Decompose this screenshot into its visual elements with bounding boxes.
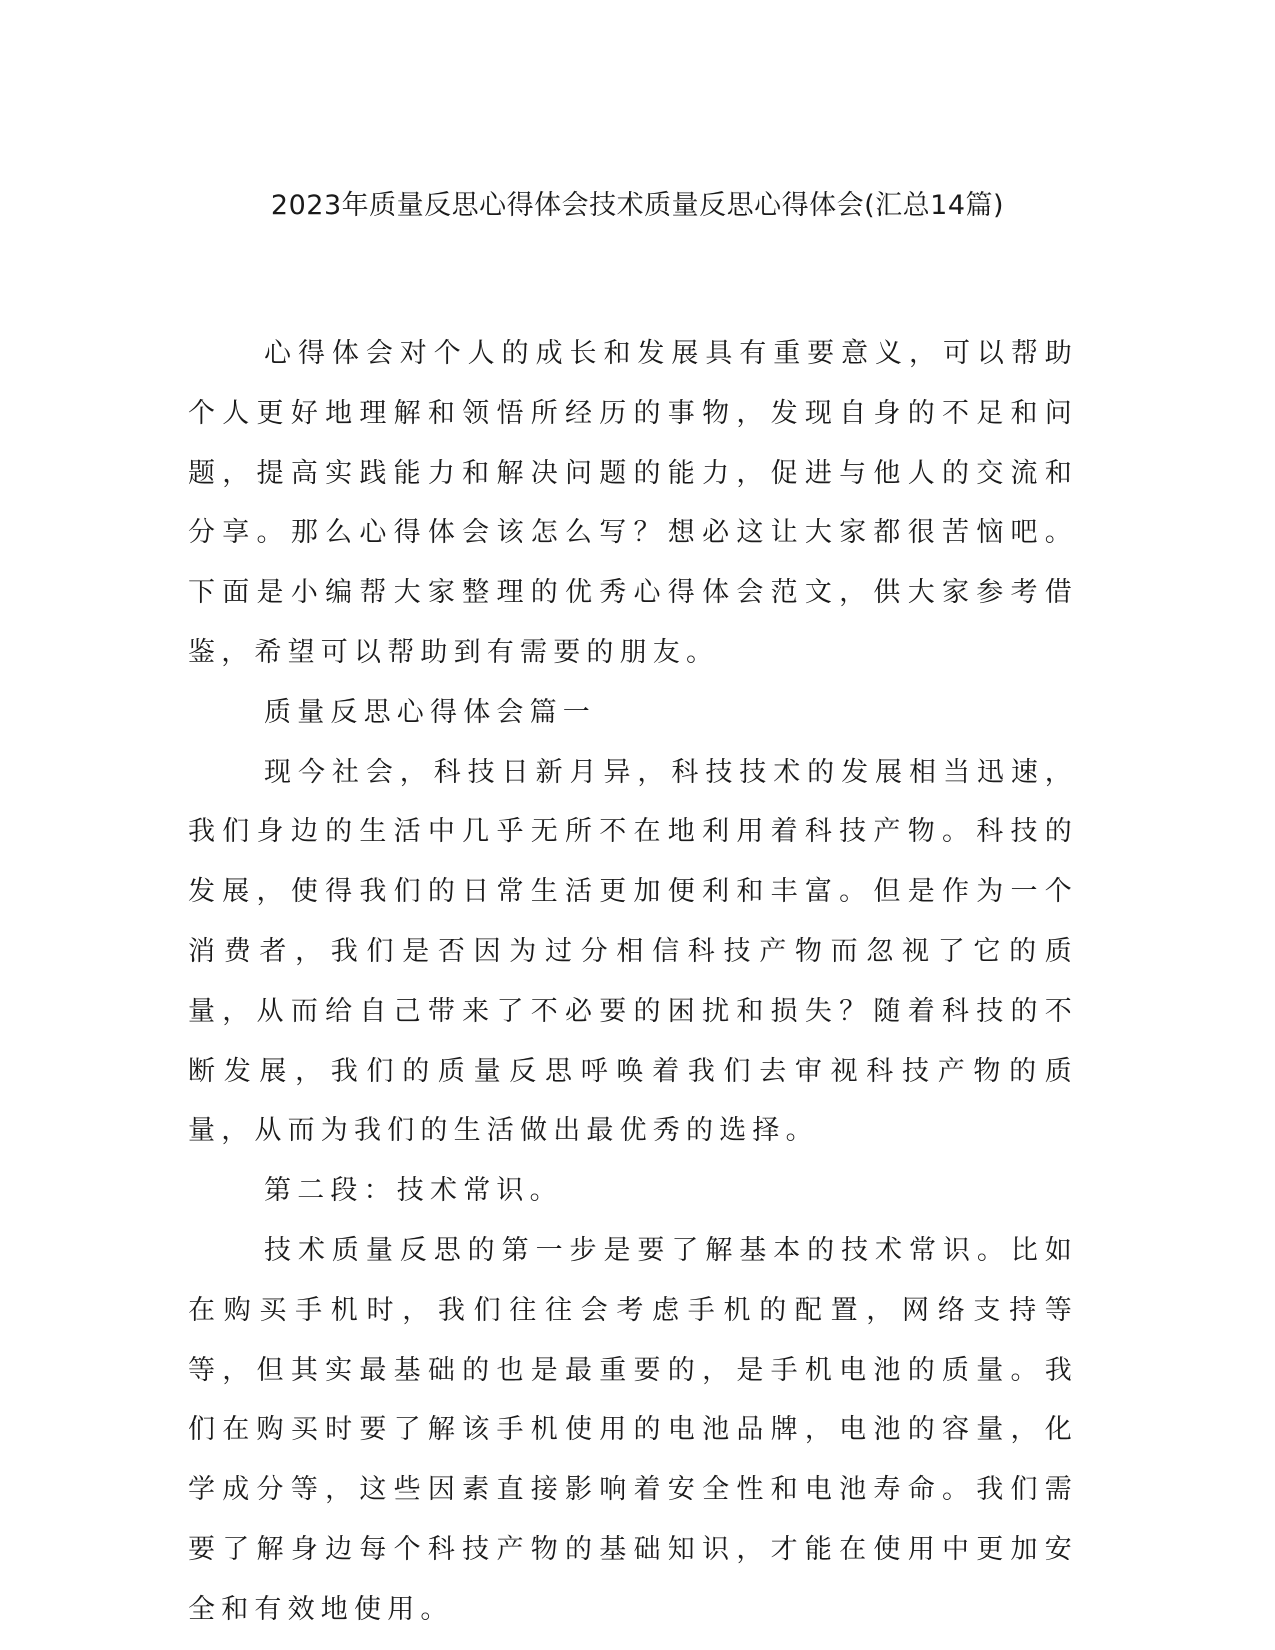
section-heading-tech-knowledge: 第二段：技术常识。 xyxy=(264,1175,563,1207)
section-heading-part-one: 质量反思心得体会篇一 xyxy=(264,696,596,728)
intro-paragraph: 心得体会对个人的成长和发展具有重要意义，可以帮助个人更好地理解和领悟所经历的事物，发现自身的不足和问题，提高实践能力和解决问题的能力，促进与他人的交流和分享。那么心得体会该怎么写？想必这让大家都很苦恼吧。下面是小编帮大家整理的优秀心得体会范文，供大家参考借鉴，希望可以帮助到有需要的朋友。 xyxy=(188,338,1078,668)
body-paragraph: 技术质量反思的第一步是要了解基本的技术常识。比如在购买手机时，我们往往会考虑手机的配置，网络支持等等，但其实最基础的也是最重要的，是手机电池的质量。我们在购买时要了解该手机使用的电池品牌，电池的容量，化学成分等，这些因素直接影响着安全性和电池寿命。我们需要了解身边每个科技产物的基础知识，才能在使用中更加安全和有效地使用。 xyxy=(188,1234,1078,1625)
body-paragraph: 现今社会，科技日新月异，科技技术的发展相当迅速，我们身边的生活中几乎无所不在地利用着科技产物。科技的发展，使得我们的日常生活更加便利和丰富。但是作为一个消费者，我们是否因为过分相信科技产物而忽视了它的质量，从而给自己带来了不必要的困扰和损失？随着科技的不断发展，我们的质量反思呼唤着我们去审视科技产物的质量，从而为我们的生活做出最优秀的选择。 xyxy=(188,756,1078,1147)
document-body xyxy=(188,324,1078,1640)
document-title: 2023年质量反思心得体会技术质量反思心得体会(汇总14篇) xyxy=(270,190,1005,221)
